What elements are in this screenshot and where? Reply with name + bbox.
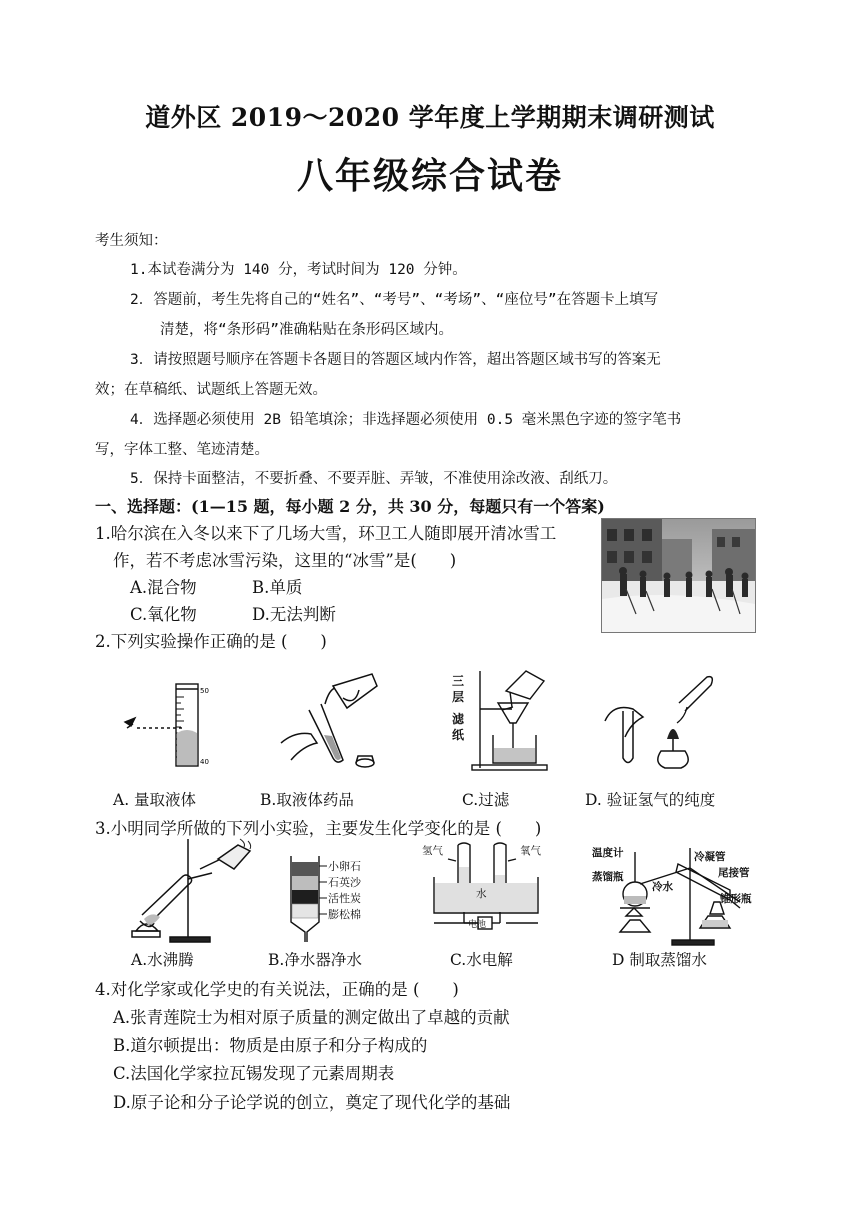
exam-subtitle: 八年级综合试卷 (296, 155, 563, 197)
fig-distillation (590, 838, 770, 948)
filter-label-2: 层 (452, 690, 465, 704)
q1-option-c: C.氧化物 (130, 605, 197, 624)
filter-label-3: 滤 (452, 712, 465, 726)
notice-item-1: 1.本试卷满分为 140 分，考试时间为 120 分钟。 (130, 262, 467, 278)
fig-boiling-water (130, 835, 255, 945)
distill-label-condenser: 冷凝管 (694, 851, 726, 863)
exam-title: 道外区 2019～2020 学年度上学期期末调研测试 (145, 103, 715, 132)
cylinder-mark-50: 50 (200, 687, 209, 695)
fig-water-purifier (283, 852, 383, 947)
q4-option-c: C.法国化学家拉瓦锡发现了元素周期表 (113, 1064, 395, 1083)
filter-label-1: 三 (452, 674, 465, 688)
q2-stem: 2.下列实验操作正确的是 ( ) (95, 632, 327, 651)
q2-option-a: A. 量取液体 (113, 791, 197, 809)
electrolysis-label-water: 水 (476, 888, 487, 900)
notice-heading: 考生须知： (95, 233, 168, 249)
fig-take-liquid (277, 668, 387, 773)
cylinder-mark-40: 40 (200, 758, 209, 766)
distill-label-thermometer: 温度计 (592, 847, 624, 859)
snow-clearing-photo (601, 518, 756, 633)
q2-option-d: D. 验证氢气的纯度 (585, 791, 716, 809)
fig-measuring-cylinder (118, 677, 213, 772)
section-heading: 一、选择题：(1—15 题，每小题 2 分，共 30 分，每题只有一个答案) (95, 497, 605, 516)
notice-item-4-cont: 写，字体工整、笔迹清楚。 (95, 442, 269, 458)
electrolysis-label-oxygen: 氧气 (520, 845, 541, 857)
q4-option-d: D.原子论和分子论学说的创立，奠定了现代化学的基础 (113, 1093, 511, 1112)
fig-filtration (450, 663, 550, 773)
q1-option-d: D.无法判断 (252, 605, 336, 624)
distill-label-conical-flask: 锥形瓶 (720, 893, 752, 905)
electrolysis-label-battery: 电池 (468, 920, 487, 930)
distill-label-adapter: 尾接管 (718, 867, 750, 879)
purifier-label-pebbles: 小卵石 (328, 860, 361, 873)
q3-option-b: B.净水器净水 (268, 951, 362, 969)
q3-option-d: D 制取蒸馏水 (612, 951, 707, 969)
q2-option-c: C.过滤 (462, 791, 510, 809)
q4-stem: 4.对化学家或化学史的有关说法，正确的是 ( ) (95, 980, 459, 999)
notice-item-2-cont: 清楚，将“条形码”准确粘贴在条形码区域内。 (160, 322, 453, 338)
notice-item-5: 5．保持卡面整洁，不要折叠、不要弄脏、弄皱，不准使用涂改液、刮纸刀。 (130, 471, 618, 487)
q3-option-c: C.水电解 (450, 951, 513, 969)
electrolysis-label-hydrogen: 氢气 (422, 845, 443, 857)
purifier-label-quartz: 石英沙 (328, 876, 361, 889)
q1-option-a: A.混合物 (130, 578, 197, 597)
distill-label-cold-water: 冷水 (652, 881, 673, 893)
notice-item-4: 4．选择题必须使用 2B 铅笔填涂；非选择题必须使用 0.5 毫米黑色字迹的签字笔书 (130, 412, 682, 428)
q3-option-a: A.水沸腾 (131, 951, 194, 969)
filter-label-4: 纸 (452, 728, 465, 742)
notice-item-3: 3．请按照题号顺序在答题卡各题目的答题区域内作答，超出答题区域书写的答案无 (130, 352, 661, 368)
q2-option-b: B.取液体药品 (260, 791, 354, 809)
notice-item-2: 2．答题前，考生先将自己的“姓名”、“考号”、“考场”、“座位号”在答题卡上填写 (130, 292, 659, 308)
fig-water-electrolysis (420, 837, 555, 937)
purifier-label-carbon: 活性炭 (328, 892, 361, 905)
purifier-label-cotton: 膨松棉 (328, 908, 361, 921)
distill-label-flask: 蒸馏瓶 (592, 871, 624, 883)
q4-option-a: A.张青莲院士为相对原子质量的测定做出了卓越的贡献 (113, 1008, 510, 1027)
q3-stem: 3.小明同学所做的下列小实验，主要发生化学变化的是 ( ) (95, 819, 542, 838)
q1-stem-line1: 1.哈尔滨在入冬以来下了几场大雪，环卫工人随即展开清冰雪工 (95, 524, 557, 543)
q1-stem-line2: 作，若不考虑冰雪污染，这里的“冰雪”是( ) (113, 551, 457, 570)
q1-option-b: B.单质 (252, 578, 303, 597)
q4-option-b: B.道尔顿提出：物质是由原子和分子构成的 (113, 1036, 428, 1055)
notice-item-3-cont: 效；在草稿纸、试题纸上答题无效。 (95, 382, 327, 398)
fig-hydrogen-purity (603, 673, 718, 773)
